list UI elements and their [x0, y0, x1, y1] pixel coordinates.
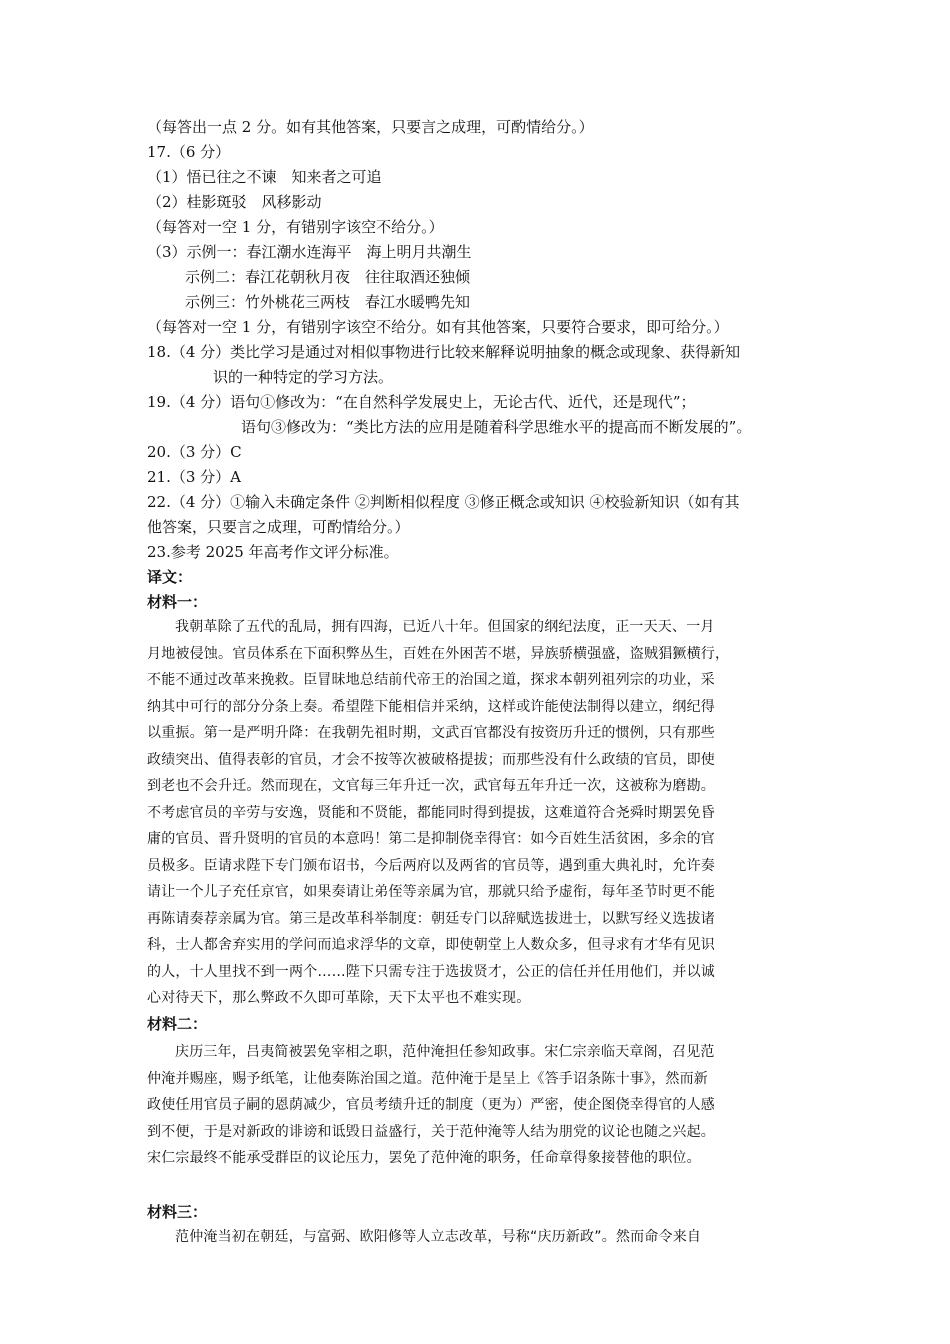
q20-answer: 20.（3 分）C — [147, 443, 242, 461]
material1-line: 再陈请奏荐亲属为官。第三是改革科举制度：朝廷专门以辞赋选拔进士，以默写经义选拔诸 — [147, 910, 715, 927]
material1-title: 材料一： — [147, 593, 208, 611]
material1-line: 不考虑官员的辛劳与安逸，贤能和不贤能，都能同时得到提拔，这难道符合尧舜时期罢免昏 — [147, 804, 715, 821]
q22-answer-line2: 他答案，只要言之成理，可酌情给分。） — [147, 518, 410, 536]
material2-line: 庆历三年，吕夷简被罢免宰相之职，范仲淹担任参知政事。宋仁宗亲临天章阁，召见范 — [175, 1044, 715, 1060]
q17-example-2: 示例二：春江花朝秋月夜 往往取酒还独倾 — [185, 268, 471, 286]
material2-line: 到不便，于是对新政的诽谤和诋毁日益盛行，关于范仲淹等人结为朋党的议论也随之兴起。 — [147, 1123, 715, 1140]
material1-line: 到老也不会升迁。然而现在，文官每三年升迁一次，武官每五年升迁一次，这被称为磨勘。 — [147, 778, 715, 794]
material1-line: 以重振。第一是严明升降：在我朝先祖时期，文武百官都没有按资历升迁的惯例，只有那些 — [147, 725, 715, 741]
q17-heading: 17.（6 分） — [147, 143, 231, 161]
material1-line: 月地被侵蚀。官员体系在下面积弊丛生，百姓在外困苦不堪，异族骄横强盛，盗贼猖獗横行， — [147, 645, 730, 662]
material1-line: 心对待天下，那么弊政不久即可革除，天下太平也不难实现。 — [147, 990, 531, 1006]
material1-line: 纳其中可行的部分分条上奏。希望陛下能相信并采纳，这样或许能使法制得以建立，纲纪得 — [147, 698, 715, 715]
material1-line: 政绩突出、值得表彰的官员，才会不按等次被破格提拔；而那些没有什么政绩的官员，即使 — [147, 751, 715, 768]
material1-line: 科，士人都舍弃实用的学问而追求浮华的文章，即使朝堂上人数众多，但寻求有才华有见识 — [147, 937, 715, 953]
material1-line: 我朝革除了五代的乱局，拥有四海，已近八十年。但国家的纲纪法度，正一天天、一月 — [175, 619, 715, 635]
material1-line: 不能不通过改革来挽救。臣冒昧地总结前代帝王的治国之道，探求本朝列祖列宗的功业，采 — [147, 672, 715, 688]
material1-line: 的人，十人里找不到一两个……陛下只需专注于选拔贤才，公正的信任并任用他们，并以诚 — [147, 963, 715, 980]
material2-title: 材料二： — [147, 1015, 208, 1033]
material1-line: 请让一个儿子充任京官，如果奏请让弟侄等亲属为官，那就只给予虚衔，每年圣节时更不能 — [147, 884, 715, 900]
q19-answer-line1: 19.（4 分）语句①修改为：“在自然科学发展史上，无论古代、近代，还是现代”； — [147, 393, 696, 411]
answer-note-top: （每答出一点 2 分。如有其他答案，只要言之成理，可酌情给分。） — [147, 118, 594, 136]
material1-line: 庸的官员、晋升贤明的官员的本意吗！第二是抑制侥幸得官：如今百姓生活贫困，多余的官 — [147, 831, 715, 847]
q17-answer-2: （2）桂影斑驳 风移影动 — [147, 193, 322, 211]
material3-title: 材料三： — [147, 1203, 208, 1221]
q17-scoring-note-2: （每答对一空 1 分，有错别字该空不给分。如有其他答案，只要符合要求，即可给分。） — [147, 318, 729, 336]
q22-answer-line1: 22.（4 分）①输入未确定条件 ②判断相似程度 ③修正概念或知识 ④校验新知识（如有其 — [147, 493, 740, 511]
q17-example-3: 示例三：竹外桃花三两枝 春江水暖鸭先知 — [185, 293, 471, 311]
material3-line: 范仲淹当初在朝廷，与富弼、欧阳修等人立志改革，号称“庆历新政”。然而命令来自 — [175, 1229, 702, 1245]
q18-answer-line2: 识的一种特定的学习方法。 — [213, 368, 394, 386]
material2-line: 宋仁宗最终不能承受群臣的议论压力，罢免了范仲淹的职务，任命章得象接替他的职位。 — [147, 1150, 701, 1166]
material1-line: 员极多。臣请求陛下专门颁布诏书，今后两府以及两省的官员等，遇到重大典礼时，允许奏 — [147, 857, 715, 874]
q23-answer: 23.参考 2025 年高考作文评分标准。 — [147, 543, 399, 561]
material2-line: 政使任用官员子嗣的恩荫减少，官员考绩升迁的制度（更为）严密，使企图侥幸得官的人感 — [147, 1097, 715, 1113]
q17-example-1: （3）示例一：春江潮水连海平 海上明月共潮生 — [147, 243, 472, 261]
q21-answer: 21.（3 分）A — [147, 468, 241, 486]
q17-scoring-note: （每答对一空 1 分，有错别字该空不给分。） — [147, 218, 444, 236]
q17-answer-1: （1）悟已往之不谏 知来者之可追 — [147, 168, 382, 186]
q19-answer-line2: 语句③修改为：“类比方法的应用是随着科学思维水平的提高而不断发展的”。 — [241, 418, 752, 436]
material2-line: 仲淹并赐座，赐予纸笔，让他奏陈治国之道。范仲淹于是呈上《答手诏条陈十事》，然而新 — [147, 1070, 708, 1087]
translation-heading: 译文： — [147, 568, 193, 586]
q18-answer-line1: 18.（4 分）类比学习是通过对相似事物进行比较来解释说明抽象的概念或现象、获得新知 — [147, 343, 741, 361]
